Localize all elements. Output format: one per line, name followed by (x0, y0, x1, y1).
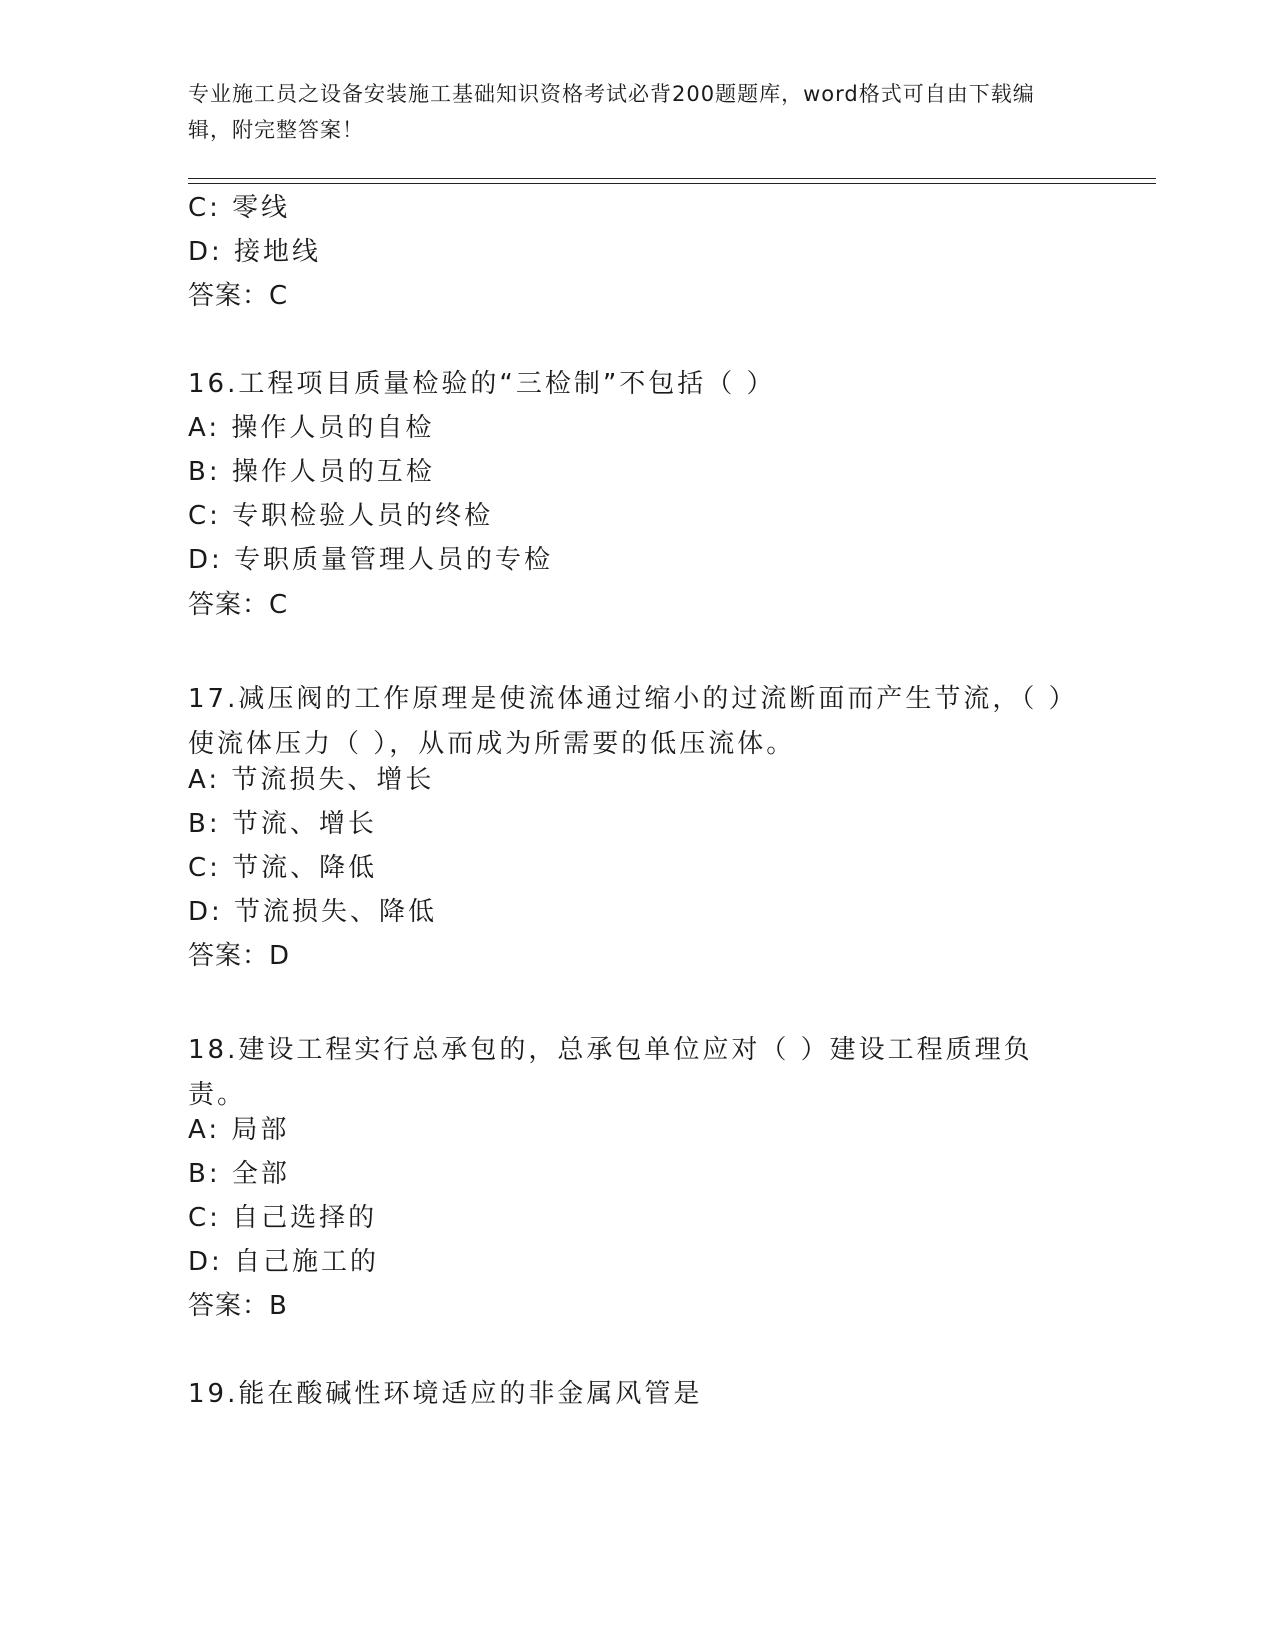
q15-option-c: C: 零线 (188, 193, 291, 223)
q18-option-d: D: 自己施工的 (188, 1247, 380, 1277)
q16-question: 16.工程项目质量检验的“三检制”不包括（ ） (188, 369, 776, 399)
q17-option-b: B: 节流、增长 (188, 809, 377, 839)
q16-option-a: A: 操作人员的自检 (188, 413, 435, 443)
q16-option-c: C: 专职检验人员的终检 (188, 501, 494, 531)
q18-option-a: A: 局部 (188, 1115, 290, 1145)
q17-answer: 答案：D (188, 941, 291, 971)
header-rule-top (188, 178, 1156, 179)
q15-option-d: D: 接地线 (188, 237, 322, 267)
q16-answer: 答案：C (188, 590, 289, 620)
q17-question: 17.减压阀的工作原理是使流体通过缩小的过流断面而产生节流，（ ）使流体压力（ ），从而成为所需要的低压流体。 (188, 684, 1065, 759)
document-header: 专业施工员之设备安装施工基础知识资格考试必背200题题库，word格式可自由下载编辑，附完整答案！ (188, 82, 1035, 142)
header-rule-bottom (188, 183, 1156, 184)
q15-answer: 答案：C (188, 281, 289, 311)
q19-question: 19.能在酸碱性环境适应的非金属风管是 (188, 1379, 703, 1409)
q18-option-b: B: 全部 (188, 1159, 290, 1189)
q18-option-c: C: 自己选择的 (188, 1203, 378, 1233)
q16-option-d: D: 专职质量管理人员的专检 (188, 545, 554, 575)
q17-option-a: A: 节流损失、增长 (188, 765, 435, 795)
q16-option-b: B: 操作人员的互检 (188, 457, 435, 487)
q18-question: 18.建设工程实行总承包的，总承包单位应对（ ）建设工程质理负责。 (188, 1035, 1033, 1110)
q17-option-c: C: 节流、降低 (188, 853, 378, 883)
q18-answer: 答案：B (188, 1291, 288, 1321)
q17-option-d: D: 节流损失、降低 (188, 897, 438, 927)
